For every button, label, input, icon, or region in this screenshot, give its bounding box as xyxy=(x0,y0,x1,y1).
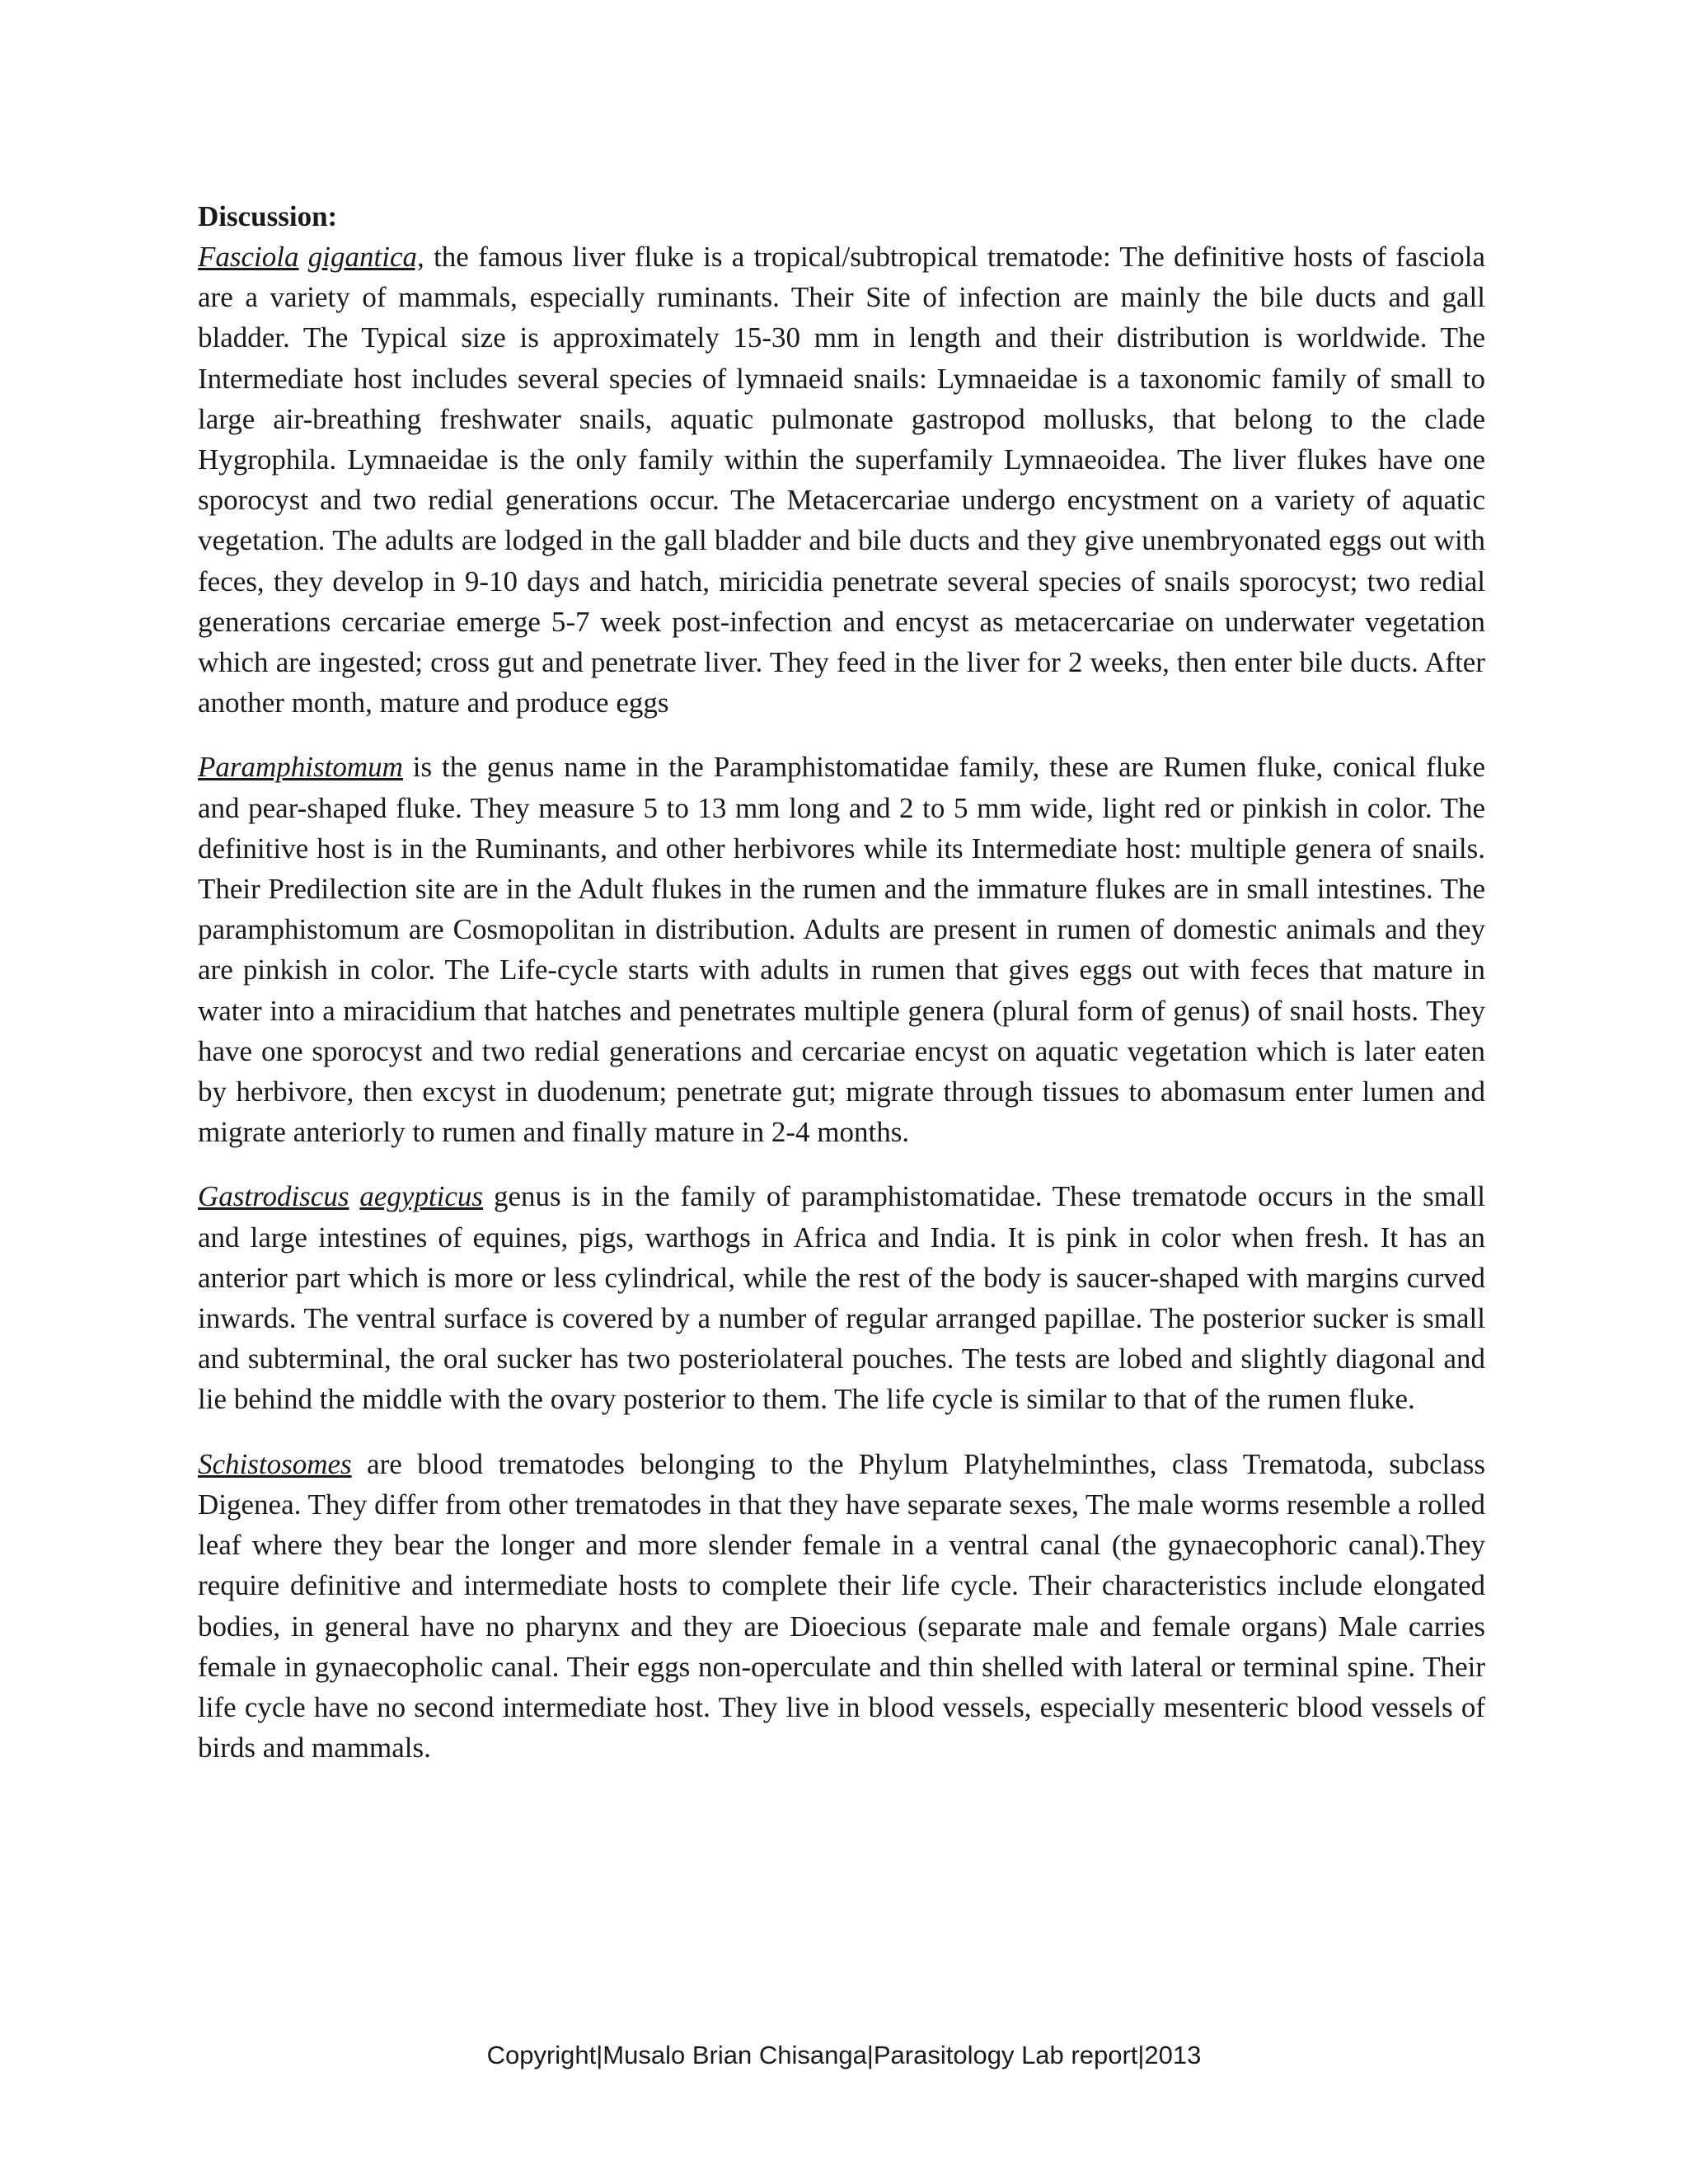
page-footer: Copyright|Musalo Brian Chisanga|Parasitology Lab report|2013 xyxy=(486,2041,1202,2069)
term-paramphistomum: Paramphistomum xyxy=(198,751,403,784)
paragraph-fasciola xyxy=(198,237,1485,723)
term-aegypticus: aegypticus xyxy=(359,1180,484,1213)
term-fasciola: Fasciola xyxy=(198,241,299,273)
paragraph-text: are blood trematodes belonging to the Phylum Platyhelminthes, class Trematoda, subclass Digenea. They differ from other trematodes in that they have separate sexes, The male worms resemble a rolled leaf where they bear the longer and more slender female in a ventral canal (the gynaecophoric canal).They require definitive and intermediate hosts to complete their life cycle. Their characteristics include elongated bodies, in general have no pharynx and they are Dioecious (separate male and female organs) Male carries female in gynaecopholic canal. Their eggs non-operculate and thin shelled with lateral or terminal spine. Their life cycle have no second intermediate host. They live in blood vessels, especially mesenteric blood vessels of birds and mammals. xyxy=(198,1447,1485,1765)
paragraph-text: is the genus name in the Paramphistomatidae family, these are Rumen fluke, conical fluke and pear-shaped fluke. They measure 5 to 13 mm long and 2 to 5 mm wide, light red or pinkish in color. The definitive host is in the Ruminants, and other herbivores while its Intermediate host: multiple genera of snails. Their Predilection site are in the Adult flukes in the rumen and the immature flukes are in small intestines. The paramphistomum are Cosmopolitan in distribution. Adults are present in rumen of domestic animals and they are pinkish in color. The Life-cycle starts with adults in rumen that gives eggs out with feces that mature in water into a miracidium that hatches and penetrates multiple genera (plural form of genus) of snail hosts. They have one sporocyst and two redial generations and cercariae encyst on aquatic vegetation which is later eaten by herbivore, then excyst in duodenum; penetrate gut; migrate through tissues to abomasum enter lumen and migrate anteriorly to rumen and finally mature in 2-4 months. xyxy=(198,751,1485,1149)
paragraph-text: the famous liver fluke is a tropical/subtropical trematode: The definitive hosts of fasciola are a variety of mammals, especially ruminants. Their Site of infection are mainly the bile ducts and gall bladder. The Typical size is approximately 15-30 mm in length and their distribution is worldwide. The Intermediate host includes several species of lymnaeid snails: Lymnaeidae is a taxonomic family of small to large air-breathing freshwater snails, aquatic pulmonate gastropod mollusks, that belong to the clade Hygrophila. Lymnaeidae is the only family within the superfamily Lymnaeoidea. The liver flukes have one sporocyst and two redial generations occur. The Metacercariae undergo encystment on a variety of aquatic vegetation. The adults are lodged in the gall bladder and bile ducts and they give unembryonated eggs out with feces, they develop in 9-10 days and hatch, miricidia penetrate several species of snails sporocyst; two redial generations cercariae emerge 5-7 week post-infection and encyst as metacercariae on underwater vegetation which are ingested; cross gut and penetrate liver. They feed in the liver for 2 weeks, then enter bile ducts. After another month, mature and produce eggs xyxy=(198,241,1486,719)
paragraph-schistosomes xyxy=(198,1444,1485,1769)
document-body xyxy=(198,196,1485,1792)
paragraph-gastrodiscus xyxy=(198,1176,1485,1419)
discussion-heading: Discussion: xyxy=(198,200,338,232)
term-gigantica: gigantica, xyxy=(307,241,424,273)
paragraph-text: genus is in the family of paramphistomatidae. These trematode occurs in the small and large intestines of equines, pigs, warthogs in Africa and India. It is pink in color when fresh. It has an anterior part which is more or less cylindrical, while the rest of the body is saucer-shaped with margins curved inwards. The ventral surface is covered by a number of regular arranged papillae. The posterior sucker is small and subterminal, the oral sucker has two posteriolateral pouches. The tests are lobed and slightly diagonal and lie behind the middle with the ovary posterior to them. The life cycle is similar to that of the rumen fluke. xyxy=(198,1180,1485,1416)
term-schistosomes: Schistosomes xyxy=(198,1447,352,1480)
term-gastrodiscus: Gastrodiscus xyxy=(198,1180,349,1213)
paragraph-paramphistomum xyxy=(198,747,1485,1152)
